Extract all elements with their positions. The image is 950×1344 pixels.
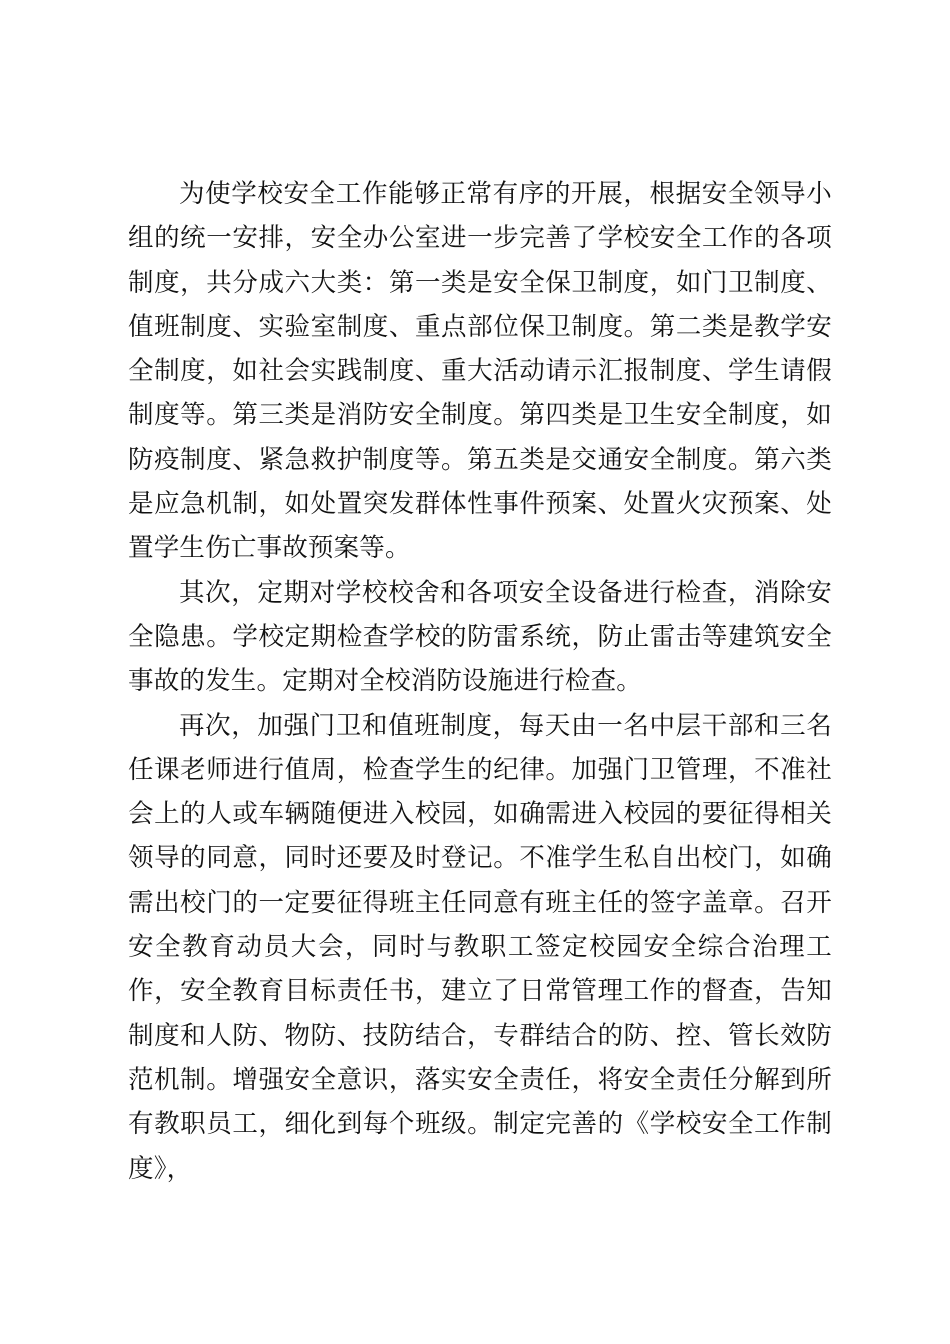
body-text (128, 172, 832, 1191)
paragraph-inspections: 其次，定期对学校校舍和各项安全设备进行检查，消除安全隐患。学校定期检查学校的防雷系统，防止雷击等建筑安全事故的发生。定期对全校消防设施进行检查。 (128, 577, 832, 697)
paragraph-safety-systems: 为使学校安全工作能够正常有序的开展，根据安全领导小组的统一安排，安全办公室进一步完善了学校安全工作的各项制度，共分成六大类：第一类是安全保卫制度，如门卫制度、值班制度、实验室制度、重点部位保卫制度。第二类是教学安全制度，如社会实践制度、重大活动请示汇报制度、学生请假制度等。第三类是消防安全制度。第四类是卫生安全制度，如防疫制度、紧急救护制度等。第五类是交通安全制度。第六类是应急机制，如处置突发群体性事件预案、处置火灾预案、处置学生伤亡事故预案等。 (128, 179, 832, 564)
paragraph-guard-duty: 再次，加强门卫和值班制度，每天由一名中层干部和三名任课老师进行值周，检查学生的纪律。加强门卫管理，不准社会上的人或车辆随便进入校园，如确需进入校园的要征得相关领导的同意，同时还要及时登记。不准学生私自出校门，如确需出校门的一定要征得班主任同意有班主任的签字盖章。召开安全教育动员大会，同时与教职工签定校园安全综合治理工作，安全教育目标责任书，建立了日常管理工作的督查，告知制度和人防、物防、技防结合，专群结合的防、控、管长效防范机制。增强安全意识，落实安全责任，将安全责任分解到所有教职员工，细化到每个班级。制定完善的《学校安全工作制度》， (128, 710, 832, 1184)
